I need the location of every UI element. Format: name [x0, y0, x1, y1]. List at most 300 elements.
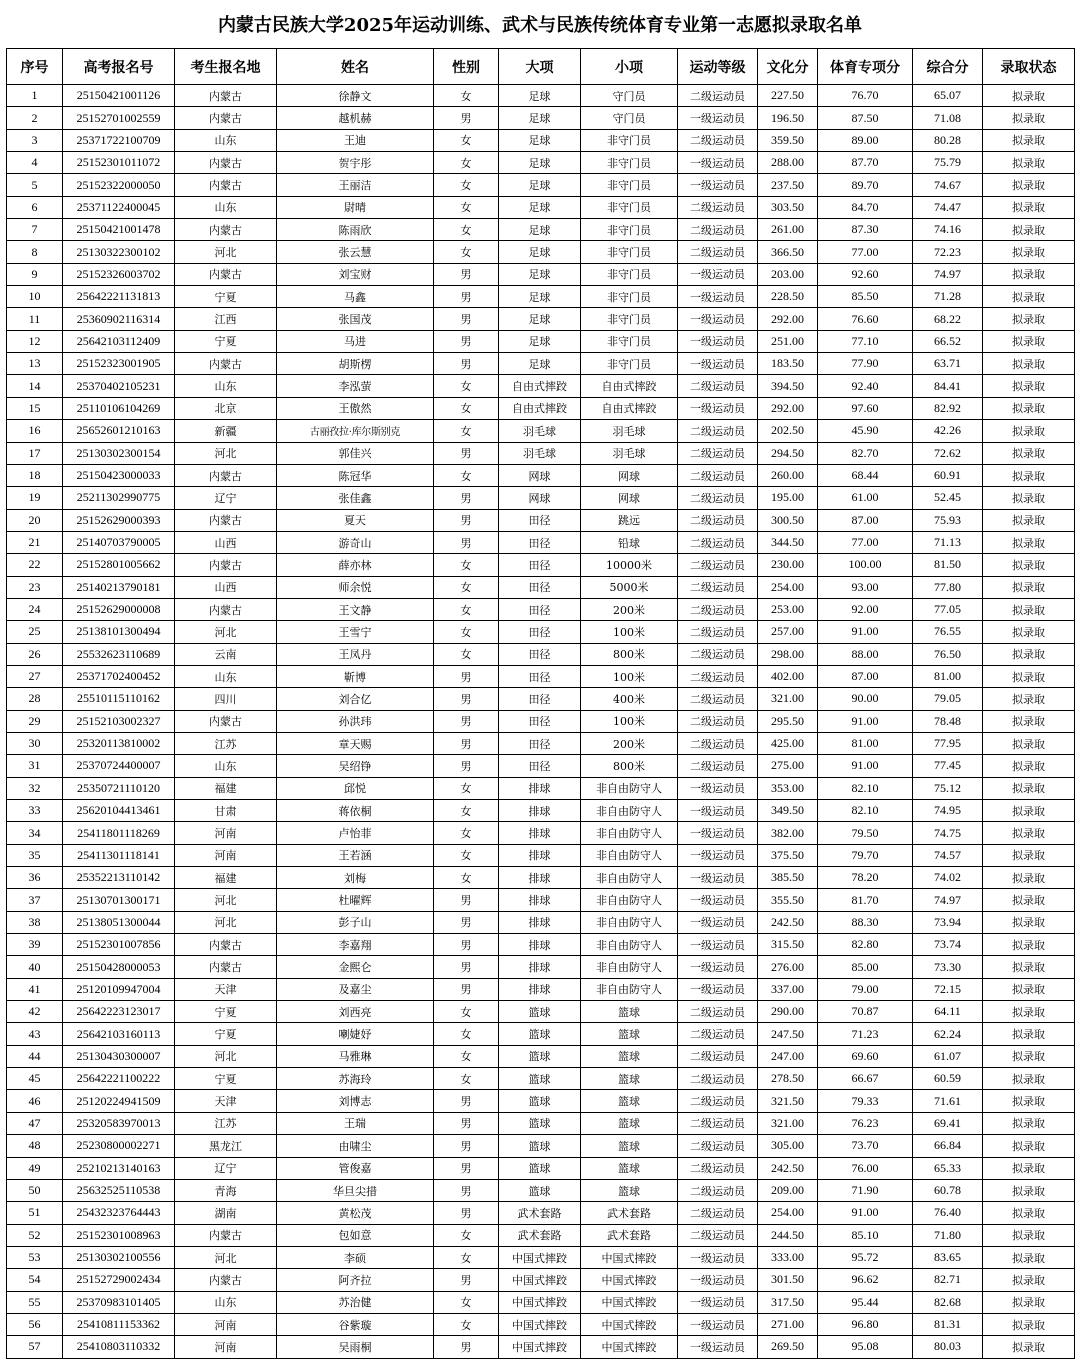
- col-culture-score-cell: 315.50: [758, 934, 818, 956]
- col-index-cell: 4: [7, 152, 63, 174]
- col-name-cell: 刘合亿: [277, 688, 434, 710]
- col-index-cell: 8: [7, 241, 63, 263]
- col-sub-event-cell: 中国式摔跤: [581, 1313, 678, 1335]
- col-exam-number-cell: 25532623110689: [63, 643, 175, 665]
- col-index-cell: 22: [7, 554, 63, 576]
- col-status-cell: 拟录取: [983, 956, 1075, 978]
- col-sport-score-cell: 81.00: [818, 732, 913, 754]
- col-status-cell: 拟录取: [983, 509, 1075, 531]
- col-sub-event-cell: 自由式摔跤: [581, 397, 678, 419]
- col-sport-score-cell: 77.00: [818, 241, 913, 263]
- col-index-cell: 6: [7, 196, 63, 218]
- col-sport-score-cell: 76.00: [818, 1157, 913, 1179]
- col-culture-score-cell: 402.00: [758, 665, 818, 687]
- col-status-cell: 拟录取: [983, 196, 1075, 218]
- col-culture-score-cell: 425.00: [758, 732, 818, 754]
- col-exam-number-header: 高考报名号: [63, 49, 175, 85]
- col-sport-score-cell: 84.70: [818, 196, 913, 218]
- col-exam-number-cell: 25138101300494: [63, 621, 175, 643]
- col-gender-cell: 男: [434, 1179, 499, 1201]
- col-gender-cell: 男: [434, 531, 499, 553]
- col-sport-score-cell: 68.44: [818, 464, 913, 486]
- col-sport-level-cell: 二级运动员: [678, 196, 758, 218]
- col-status-cell: 拟录取: [983, 129, 1075, 151]
- col-sport-level-cell: 一级运动员: [678, 1291, 758, 1313]
- col-total-score-cell: 77.45: [913, 755, 983, 777]
- col-index-cell: 41: [7, 978, 63, 1000]
- col-region-cell: 宁夏: [175, 1023, 277, 1045]
- col-major-event-cell: 羽毛球: [499, 420, 581, 442]
- col-index-cell: 54: [7, 1269, 63, 1291]
- col-sub-event-cell: 篮球: [581, 1112, 678, 1134]
- col-culture-score-cell: 382.00: [758, 822, 818, 844]
- col-index-cell: 33: [7, 800, 63, 822]
- col-name-cell: 尉晴: [277, 196, 434, 218]
- col-culture-score-cell: 321.00: [758, 1112, 818, 1134]
- col-sport-level-cell: 二级运动员: [678, 598, 758, 620]
- table-row: [7, 688, 1075, 710]
- col-sub-event-cell: 100米: [581, 621, 678, 643]
- col-sport-score-cell: 92.00: [818, 598, 913, 620]
- col-exam-number-cell: 25152322000050: [63, 174, 175, 196]
- col-sub-event-cell: 100米: [581, 710, 678, 732]
- col-sport-score-cell: 76.23: [818, 1112, 913, 1134]
- col-index-cell: 42: [7, 1001, 63, 1023]
- col-sub-event-cell: 非自由防守人: [581, 911, 678, 933]
- col-sport-score-cell: 77.90: [818, 353, 913, 375]
- col-exam-number-cell: 25360902116314: [63, 308, 175, 330]
- table-row: [7, 844, 1075, 866]
- col-index-cell: 43: [7, 1023, 63, 1045]
- col-name-cell: 章天赐: [277, 732, 434, 754]
- col-sub-event-cell: 网球: [581, 487, 678, 509]
- col-sport-level-cell: 一级运动员: [678, 934, 758, 956]
- col-region-cell: 宁夏: [175, 1068, 277, 1090]
- col-culture-score-cell: 298.00: [758, 643, 818, 665]
- col-name-header: 姓名: [277, 49, 434, 85]
- col-status-cell: 拟录取: [983, 531, 1075, 553]
- col-total-score-cell: 78.48: [913, 710, 983, 732]
- col-sport-level-cell: 一级运动员: [678, 844, 758, 866]
- col-major-event-cell: 排球: [499, 867, 581, 889]
- col-status-cell: 拟录取: [983, 85, 1075, 107]
- col-sport-score-cell: 79.70: [818, 844, 913, 866]
- col-exam-number-cell: 25152729002434: [63, 1269, 175, 1291]
- col-index-cell: 57: [7, 1336, 63, 1358]
- col-gender-cell: 男: [434, 934, 499, 956]
- col-culture-score-cell: 209.00: [758, 1179, 818, 1201]
- table-row: [7, 777, 1075, 799]
- col-name-cell: 陈雨欣: [277, 219, 434, 241]
- table-row: [7, 487, 1075, 509]
- col-index-cell: 15: [7, 397, 63, 419]
- table-row: [7, 129, 1075, 151]
- col-status-cell: 拟录取: [983, 688, 1075, 710]
- col-sport-level-cell: 二级运动员: [678, 129, 758, 151]
- col-sub-event-cell: 800米: [581, 643, 678, 665]
- col-sub-event-cell: 中国式摔跤: [581, 1246, 678, 1268]
- col-region-cell: 山东: [175, 129, 277, 151]
- col-gender-cell: 女: [434, 1001, 499, 1023]
- col-exam-number-cell: 25411801118269: [63, 822, 175, 844]
- col-index-cell: 44: [7, 1045, 63, 1067]
- col-name-cell: 由啸尘: [277, 1135, 434, 1157]
- col-culture-score-cell: 230.00: [758, 554, 818, 576]
- col-major-event-cell: 足球: [499, 219, 581, 241]
- col-status-cell: 拟录取: [983, 330, 1075, 352]
- col-major-event-cell: 中国式摔跤: [499, 1336, 581, 1358]
- col-region-cell: 内蒙古: [175, 174, 277, 196]
- col-index-cell: 5: [7, 174, 63, 196]
- col-sub-event-cell: 篮球: [581, 1179, 678, 1201]
- col-sub-event-cell: 非自由防守人: [581, 978, 678, 1000]
- col-sub-event-cell: 非自由防守人: [581, 777, 678, 799]
- col-region-cell: 内蒙古: [175, 85, 277, 107]
- col-sub-event-cell: 非守门员: [581, 152, 678, 174]
- col-region-cell: 新疆: [175, 420, 277, 442]
- col-status-cell: 拟录取: [983, 1112, 1075, 1134]
- col-sport-level-cell: 二级运动员: [678, 241, 758, 263]
- col-status-cell: 拟录取: [983, 911, 1075, 933]
- col-exam-number-cell: 25370983101405: [63, 1291, 175, 1313]
- col-region-cell: 甘肃: [175, 800, 277, 822]
- col-major-event-cell: 篮球: [499, 1023, 581, 1045]
- col-sport-score-cell: 69.60: [818, 1045, 913, 1067]
- col-culture-score-cell: 359.50: [758, 129, 818, 151]
- col-major-event-cell: 田径: [499, 688, 581, 710]
- col-index-cell: 52: [7, 1224, 63, 1246]
- col-index-cell: 29: [7, 710, 63, 732]
- col-gender-cell: 女: [434, 800, 499, 822]
- col-culture-score-cell: 183.50: [758, 353, 818, 375]
- col-name-cell: 王若涵: [277, 844, 434, 866]
- col-sport-level-cell: 一级运动员: [678, 263, 758, 285]
- col-status-cell: 拟录取: [983, 822, 1075, 844]
- col-culture-score-cell: 247.50: [758, 1023, 818, 1045]
- col-sub-event-cell: 非守门员: [581, 174, 678, 196]
- col-exam-number-cell: 25642103160113: [63, 1023, 175, 1045]
- col-sub-event-cell: 非自由防守人: [581, 889, 678, 911]
- col-major-event-cell: 排球: [499, 822, 581, 844]
- col-region-cell: 山东: [175, 375, 277, 397]
- col-culture-score-cell: 333.00: [758, 1246, 818, 1268]
- col-sport-score-cell: 87.70: [818, 152, 913, 174]
- col-total-score-cell: 63.71: [913, 353, 983, 375]
- col-total-score-cell: 75.12: [913, 777, 983, 799]
- col-total-score-cell: 82.68: [913, 1291, 983, 1313]
- col-status-cell: 拟录取: [983, 1157, 1075, 1179]
- col-total-score-cell: 83.65: [913, 1246, 983, 1268]
- col-total-score-cell: 73.30: [913, 956, 983, 978]
- col-sport-level-cell: 一级运动员: [678, 1336, 758, 1358]
- col-sport-score-cell: 92.40: [818, 375, 913, 397]
- col-status-cell: 拟录取: [983, 420, 1075, 442]
- col-region-cell: 山西: [175, 576, 277, 598]
- col-region-cell: 福建: [175, 777, 277, 799]
- col-sport-level-cell: 一级运动员: [678, 330, 758, 352]
- col-name-cell: 王丽洁: [277, 174, 434, 196]
- col-status-cell: 拟录取: [983, 1068, 1075, 1090]
- col-sport-score-cell: 95.44: [818, 1291, 913, 1313]
- col-major-event-cell: 中国式摔跤: [499, 1246, 581, 1268]
- col-sub-event-cell: 篮球: [581, 1023, 678, 1045]
- col-sport-level-cell: 二级运动员: [678, 1068, 758, 1090]
- col-total-score-cell: 81.50: [913, 554, 983, 576]
- col-exam-number-cell: 25152301008963: [63, 1224, 175, 1246]
- col-gender-cell: 女: [434, 152, 499, 174]
- col-sport-level-cell: 一级运动员: [678, 286, 758, 308]
- col-sport-score-cell: 82.70: [818, 442, 913, 464]
- col-index-cell: 13: [7, 353, 63, 375]
- col-sport-score-cell: 81.70: [818, 889, 913, 911]
- col-exam-number-cell: 25150428000053: [63, 956, 175, 978]
- table-row: [7, 1246, 1075, 1268]
- col-sub-event-cell: 篮球: [581, 1068, 678, 1090]
- col-gender-cell: 女: [434, 85, 499, 107]
- col-name-cell: 郭佳兴: [277, 442, 434, 464]
- col-sport-level-cell: 一级运动员: [678, 777, 758, 799]
- col-name-cell: 马进: [277, 330, 434, 352]
- col-region-cell: 内蒙古: [175, 710, 277, 732]
- table-row: [7, 85, 1075, 107]
- col-name-cell: 马鑫: [277, 286, 434, 308]
- col-gender-cell: 男: [434, 732, 499, 754]
- col-index-cell: 20: [7, 509, 63, 531]
- col-sport-score-cell: 45.90: [818, 420, 913, 442]
- col-sport-level-cell: 一级运动员: [678, 353, 758, 375]
- col-status-cell: 拟录取: [983, 1202, 1075, 1224]
- col-culture-score-cell: 292.00: [758, 397, 818, 419]
- col-major-event-cell: 田径: [499, 643, 581, 665]
- col-sport-score-cell: 95.72: [818, 1246, 913, 1268]
- col-exam-number-cell: 25642223123017: [63, 1001, 175, 1023]
- col-total-score-cell: 62.24: [913, 1023, 983, 1045]
- col-sport-level-cell: 一级运动员: [678, 397, 758, 419]
- col-region-cell: 北京: [175, 397, 277, 419]
- col-name-cell: 刘宝财: [277, 263, 434, 285]
- col-total-score-cell: 72.62: [913, 442, 983, 464]
- col-sport-score-cell: 100.00: [818, 554, 913, 576]
- col-gender-cell: 男: [434, 688, 499, 710]
- table-row: [7, 1313, 1075, 1335]
- col-culture-score-cell: 321.00: [758, 688, 818, 710]
- col-region-cell: 湖南: [175, 1202, 277, 1224]
- col-exam-number-cell: 25150421001126: [63, 85, 175, 107]
- col-sport-score-cell: 91.00: [818, 1202, 913, 1224]
- col-region-cell: 宁夏: [175, 286, 277, 308]
- col-index-cell: 12: [7, 330, 63, 352]
- col-region-cell: 山西: [175, 531, 277, 553]
- col-region-cell: 河南: [175, 1336, 277, 1358]
- col-index-cell: 39: [7, 934, 63, 956]
- col-status-cell: 拟录取: [983, 844, 1075, 866]
- table-row: [7, 196, 1075, 218]
- col-sport-score-cell: 66.67: [818, 1068, 913, 1090]
- col-gender-cell: 女: [434, 777, 499, 799]
- col-region-cell: 内蒙古: [175, 464, 277, 486]
- col-sport-level-cell: 二级运动员: [678, 1135, 758, 1157]
- col-status-cell: 拟录取: [983, 554, 1075, 576]
- col-sub-event-cell: 篮球: [581, 1157, 678, 1179]
- col-sport-score-cell: 82.80: [818, 934, 913, 956]
- table-row: [7, 174, 1075, 196]
- col-sport-level-cell: 二级运动员: [678, 1179, 758, 1201]
- col-major-event-cell: 排球: [499, 956, 581, 978]
- col-gender-cell: 男: [434, 353, 499, 375]
- col-culture-score-cell: 375.50: [758, 844, 818, 866]
- col-exam-number-cell: 25152629000008: [63, 598, 175, 620]
- col-major-event-cell: 足球: [499, 286, 581, 308]
- col-index-cell: 19: [7, 487, 63, 509]
- col-gender-cell: 男: [434, 308, 499, 330]
- col-sub-event-cell: 非守门员: [581, 241, 678, 263]
- col-major-event-header: 大项: [499, 49, 581, 85]
- col-sub-event-cell: 非守门员: [581, 286, 678, 308]
- col-exam-number-cell: 25152301011072: [63, 152, 175, 174]
- col-exam-number-cell: 25152326003702: [63, 263, 175, 285]
- col-major-event-cell: 田径: [499, 531, 581, 553]
- col-sport-level-cell: 二级运动员: [678, 442, 758, 464]
- col-sport-score-cell: 93.00: [818, 576, 913, 598]
- col-total-score-cell: 80.03: [913, 1336, 983, 1358]
- table-row: [7, 956, 1075, 978]
- col-region-cell: 山东: [175, 755, 277, 777]
- table-row: [7, 1135, 1075, 1157]
- col-status-cell: 拟录取: [983, 442, 1075, 464]
- col-status-cell: 拟录取: [983, 710, 1075, 732]
- col-region-cell: 山东: [175, 1291, 277, 1313]
- col-gender-cell: 男: [434, 889, 499, 911]
- col-name-cell: 包如意: [277, 1224, 434, 1246]
- col-sub-event-cell: 200米: [581, 598, 678, 620]
- col-culture-score-cell: 254.00: [758, 1202, 818, 1224]
- col-total-score-cell: 76.50: [913, 643, 983, 665]
- col-sport-level-cell: 一级运动员: [678, 978, 758, 1000]
- table-row: [7, 353, 1075, 375]
- col-major-event-cell: 田径: [499, 755, 581, 777]
- col-index-cell: 26: [7, 643, 63, 665]
- col-major-event-cell: 排球: [499, 777, 581, 799]
- col-exam-number-cell: 25642221100222: [63, 1068, 175, 1090]
- col-total-score-header: 综合分: [913, 49, 983, 85]
- col-status-cell: 拟录取: [983, 755, 1075, 777]
- col-major-event-cell: 篮球: [499, 1068, 581, 1090]
- col-status-cell: 拟录取: [983, 777, 1075, 799]
- col-total-score-cell: 61.07: [913, 1045, 983, 1067]
- col-status-cell: 拟录取: [983, 643, 1075, 665]
- col-major-event-cell: 中国式摔跤: [499, 1313, 581, 1335]
- table-row: [7, 531, 1075, 553]
- col-status-cell: 拟录取: [983, 1224, 1075, 1246]
- col-sub-event-cell: 非自由防守人: [581, 822, 678, 844]
- col-index-cell: 53: [7, 1246, 63, 1268]
- col-status-cell: 拟录取: [983, 397, 1075, 419]
- col-total-score-cell: 66.52: [913, 330, 983, 352]
- col-culture-score-cell: 227.50: [758, 85, 818, 107]
- col-region-cell: 内蒙古: [175, 956, 277, 978]
- col-exam-number-cell: 25510115110162: [63, 688, 175, 710]
- col-sport-score-header: 体育专项分: [818, 49, 913, 85]
- col-index-cell: 9: [7, 263, 63, 285]
- col-major-event-cell: 足球: [499, 263, 581, 285]
- col-name-cell: 彭子山: [277, 911, 434, 933]
- col-culture-score-cell: 228.50: [758, 286, 818, 308]
- col-gender-cell: 女: [434, 1291, 499, 1313]
- col-name-cell: 吴雨桐: [277, 1336, 434, 1358]
- col-sport-score-cell: 77.00: [818, 531, 913, 553]
- col-index-cell: 16: [7, 420, 63, 442]
- table-row: [7, 1269, 1075, 1291]
- col-sport-level-cell: 二级运动员: [678, 1090, 758, 1112]
- col-region-cell: 宁夏: [175, 1001, 277, 1023]
- col-region-cell: 云南: [175, 643, 277, 665]
- col-sub-event-cell: 中国式摔跤: [581, 1269, 678, 1291]
- col-exam-number-cell: 25371122400045: [63, 196, 175, 218]
- col-total-score-cell: 82.92: [913, 397, 983, 419]
- col-sub-event-cell: 非守门员: [581, 330, 678, 352]
- col-total-score-cell: 71.13: [913, 531, 983, 553]
- col-name-cell: 杜曜辉: [277, 889, 434, 911]
- col-major-event-cell: 足球: [499, 85, 581, 107]
- col-major-event-cell: 武术套路: [499, 1202, 581, 1224]
- col-sub-event-cell: 自由式摔跤: [581, 375, 678, 397]
- col-exam-number-cell: 25410803110332: [63, 1336, 175, 1358]
- col-exam-number-cell: 25150423000033: [63, 464, 175, 486]
- col-sport-score-cell: 85.00: [818, 956, 913, 978]
- col-name-cell: 马雅琳: [277, 1045, 434, 1067]
- col-gender-cell: 女: [434, 174, 499, 196]
- col-culture-score-cell: 295.50: [758, 710, 818, 732]
- col-total-score-cell: 74.95: [913, 800, 983, 822]
- col-culture-score-cell: 278.50: [758, 1068, 818, 1090]
- col-culture-score-cell: 290.00: [758, 1001, 818, 1023]
- col-culture-score-cell: 349.50: [758, 800, 818, 822]
- col-exam-number-cell: 25152801005662: [63, 554, 175, 576]
- col-region-cell: 山东: [175, 196, 277, 218]
- col-sub-event-cell: 守门员: [581, 107, 678, 129]
- col-region-cell: 黑龙江: [175, 1135, 277, 1157]
- col-total-score-cell: 74.57: [913, 844, 983, 866]
- col-region-cell: 河北: [175, 889, 277, 911]
- col-sport-level-cell: 二级运动员: [678, 688, 758, 710]
- col-sport-level-cell: 二级运动员: [678, 85, 758, 107]
- col-index-cell: 34: [7, 822, 63, 844]
- col-index-cell: 50: [7, 1179, 63, 1201]
- col-index-cell: 38: [7, 911, 63, 933]
- col-region-cell: 辽宁: [175, 1157, 277, 1179]
- col-culture-score-cell: 288.00: [758, 152, 818, 174]
- col-gender-cell: 男: [434, 487, 499, 509]
- col-gender-cell: 男: [434, 1269, 499, 1291]
- col-exam-number-cell: 25620104413461: [63, 800, 175, 822]
- col-index-cell: 35: [7, 844, 63, 866]
- col-major-event-cell: 篮球: [499, 1179, 581, 1201]
- col-total-score-cell: 42.26: [913, 420, 983, 442]
- col-sport-score-cell: 71.23: [818, 1023, 913, 1045]
- col-sub-event-cell: 非自由防守人: [581, 934, 678, 956]
- col-exam-number-cell: 25152301007856: [63, 934, 175, 956]
- col-index-cell: 24: [7, 598, 63, 620]
- col-major-event-cell: 篮球: [499, 1001, 581, 1023]
- col-culture-score-cell: 394.50: [758, 375, 818, 397]
- col-major-event-cell: 田径: [499, 732, 581, 754]
- col-gender-cell: 女: [434, 643, 499, 665]
- col-index-cell: 37: [7, 889, 63, 911]
- col-sub-event-cell: 羽毛球: [581, 442, 678, 464]
- col-name-cell: 李嘉翔: [277, 934, 434, 956]
- col-total-score-cell: 73.94: [913, 911, 983, 933]
- col-sport-score-cell: 61.00: [818, 487, 913, 509]
